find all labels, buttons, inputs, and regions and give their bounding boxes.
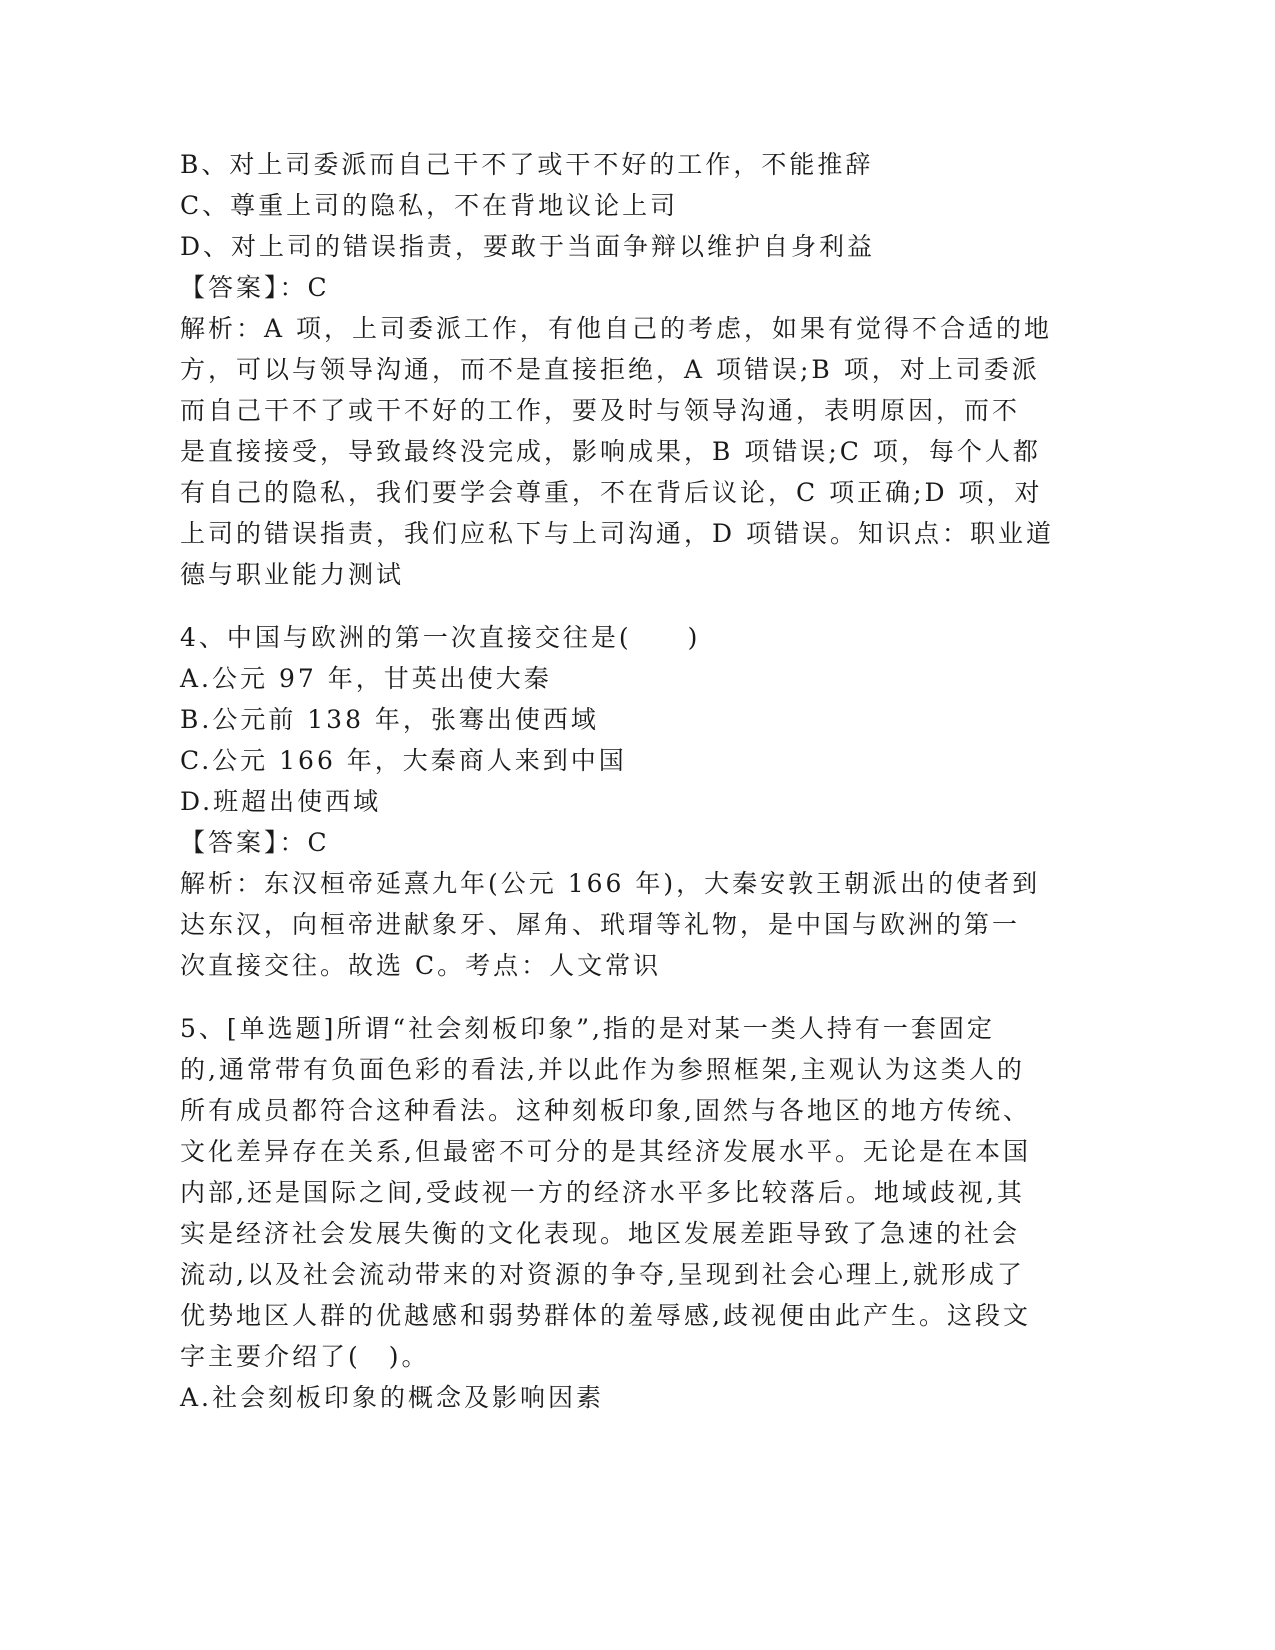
question-stem-line: 5、[单选题]所谓“社会刻板印象”,指的是对某一类人持有一套固定 <box>180 1014 995 1043</box>
question-3-block <box>180 144 1080 595</box>
explanation-line: 是直接接受，导致最终没完成，影响成果，B 项错误;C 项，每个人都 <box>180 437 1041 466</box>
explanation-line: 方，可以与领导沟通，而不是直接拒绝，A 项错误;B 项，对上司委派 <box>180 355 1040 384</box>
question-5-block <box>180 1008 1080 1418</box>
explanation-line: 达东汉，向桓帝进献象牙、犀角、玳瑁等礼物，是中国与欧洲的第一 <box>180 910 1021 939</box>
question-stem-line: 优势地区人群的优越感和弱势群体的羞辱感,歧视便由此产生。这段文 <box>180 1301 1031 1330</box>
explanation-line: 而自己干不了或干不好的工作，要及时与领导沟通，表明原因，而不 <box>180 396 1021 425</box>
option-d: D.班超出使西域 <box>180 787 382 816</box>
answer-line: 【答案】：C <box>180 273 330 302</box>
option-c: C.公元 166 年，大秦商人来到中国 <box>180 746 627 775</box>
option-a: A.社会刻板印象的概念及影响因素 <box>180 1383 605 1412</box>
section-gap <box>180 986 1080 1008</box>
explanation-line: 德与职业能力测试 <box>180 560 405 589</box>
explanation-line: 解析：东汉桓帝延熹九年(公元 166 年)，大秦安敦王朝派出的使者到 <box>180 869 1041 898</box>
question-stem-line: 实是经济社会发展失衡的文化表现。地区发展差距导致了急速的社会 <box>180 1219 1021 1248</box>
explanation-line: 解析：A 项，上司委派工作，有他自己的考虑，如果有觉得不合适的地 <box>180 314 1053 343</box>
question-stem-line: 流动,以及社会流动带来的对资源的争夺,呈现到社会心理上,就形成了 <box>180 1260 1025 1289</box>
option-b: B.公元前 138 年，张骞出使西域 <box>180 705 599 734</box>
explanation-line: 次直接交往。故选 C。考点：人文常识 <box>180 951 662 980</box>
section-gap <box>180 595 1080 617</box>
document-page <box>180 144 1080 1418</box>
question-stem-line: 字主要介绍了( )。 <box>180 1342 430 1371</box>
option-d: D、对上司的错误指责，要敢于当面争辩以维护自身利益 <box>180 232 876 261</box>
question-stem-line: 的,通常带有负面色彩的看法,并以此作为参照框架,主观认为这类人的 <box>180 1055 1025 1084</box>
option-a: A.公元 97 年，甘英出使大秦 <box>180 664 552 693</box>
question-stem: 4、中国与欧洲的第一次直接交往是( ) <box>180 623 701 652</box>
question-stem-line: 所有成员都符合这种看法。这种刻板印象,固然与各地区的地方传统、 <box>180 1096 1031 1125</box>
answer-line: 【答案】：C <box>180 828 330 857</box>
option-b: B、对上司委派而自己干不了或干不好的工作，不能推辞 <box>180 150 874 179</box>
question-stem-line: 内部,还是国际之间,受歧视一方的经济水平多比较落后。地域歧视,其 <box>180 1178 1025 1207</box>
option-c: C、尊重上司的隐私，不在背地议论上司 <box>180 191 679 220</box>
explanation-line: 有自己的隐私，我们要学会尊重，不在背后议论，C 项正确;D 项，对 <box>180 478 1043 507</box>
question-4-block <box>180 617 1080 986</box>
question-stem-line: 文化差异存在关系,但最密不可分的是其经济发展水平。无论是在本国 <box>180 1137 1031 1166</box>
explanation-line: 上司的错误指责，我们应私下与上司沟通，D 项错误。知识点：职业道 <box>180 519 1054 548</box>
